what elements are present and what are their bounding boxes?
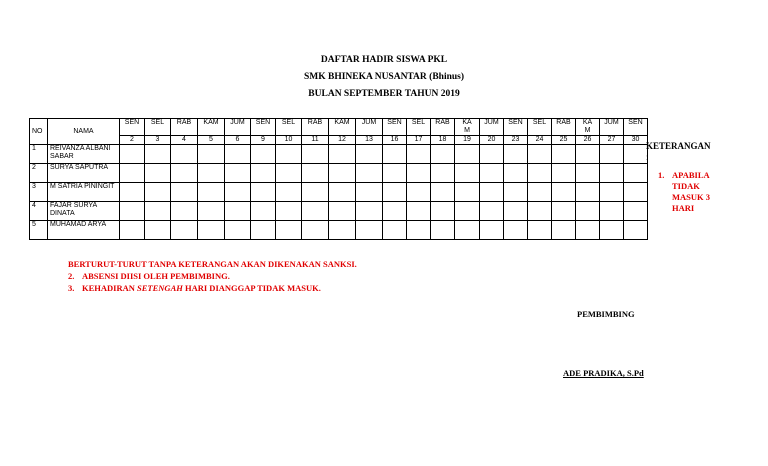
attendance-cell xyxy=(276,183,302,202)
date-header: 19 xyxy=(455,136,480,145)
attendance-cell xyxy=(528,202,552,221)
attendance-cell xyxy=(383,183,407,202)
note-item xyxy=(68,258,357,270)
day-header: RAB xyxy=(171,119,198,136)
column-header-no: NO xyxy=(30,119,48,145)
attendance-cell xyxy=(251,183,276,202)
attendance-cell xyxy=(225,202,251,221)
notes-list xyxy=(68,258,357,294)
attendance-cell xyxy=(120,221,145,240)
attendance-cell xyxy=(225,164,251,183)
attendance-cell xyxy=(171,164,198,183)
attendance-cell xyxy=(600,164,624,183)
attendance-cell xyxy=(407,183,431,202)
attendance-cell xyxy=(552,202,576,221)
day-header: SEL xyxy=(145,119,171,136)
attendance-cell xyxy=(145,202,171,221)
attendance-cell xyxy=(576,164,600,183)
note-text-emphasis: SETENGAH xyxy=(137,283,183,293)
attendance-cell xyxy=(407,202,431,221)
student-number: 2 xyxy=(30,164,48,183)
attendance-cell xyxy=(145,183,171,202)
day-header: SEL xyxy=(407,119,431,136)
day-header: KA M xyxy=(576,119,600,136)
attendance-cell xyxy=(576,221,600,240)
attendance-cell xyxy=(407,145,431,164)
student-name: M SATRIA PININGIT xyxy=(48,183,120,202)
day-header: JUM xyxy=(356,119,383,136)
attendance-cell xyxy=(624,221,648,240)
note-item xyxy=(68,282,357,294)
keterangan-item-number: 1. xyxy=(658,170,665,180)
attendance-cell xyxy=(329,164,356,183)
date-header: 4 xyxy=(171,136,198,145)
attendance-cell xyxy=(251,221,276,240)
attendance-cell xyxy=(329,183,356,202)
attendance-cell xyxy=(276,164,302,183)
attendance-cell xyxy=(225,221,251,240)
attendance-cell xyxy=(225,183,251,202)
day-header: KA M xyxy=(455,119,480,136)
attendance-cell xyxy=(302,164,329,183)
date-header: 2 xyxy=(120,136,145,145)
date-header: 23 xyxy=(504,136,528,145)
attendance-cell xyxy=(455,202,480,221)
day-header: KAM xyxy=(198,119,225,136)
attendance-cell xyxy=(600,202,624,221)
date-header: 17 xyxy=(407,136,431,145)
attendance-cell xyxy=(171,221,198,240)
attendance-cell xyxy=(528,164,552,183)
attendance-cell xyxy=(171,202,198,221)
student-number: 3 xyxy=(30,183,48,202)
date-header: 13 xyxy=(356,136,383,145)
attendance-cell xyxy=(504,164,528,183)
attendance-cell xyxy=(329,145,356,164)
attendance-cell xyxy=(455,183,480,202)
day-header: SEN xyxy=(383,119,407,136)
attendance-cell xyxy=(383,164,407,183)
note-number: 3. xyxy=(68,283,75,293)
attendance-cell xyxy=(329,221,356,240)
attendance-cell xyxy=(552,221,576,240)
attendance-cell xyxy=(407,164,431,183)
attendance-cell xyxy=(576,183,600,202)
attendance-cell xyxy=(302,183,329,202)
student-name: REIVANZA ALBANI SABAR xyxy=(48,145,120,164)
day-header: RAB xyxy=(302,119,329,136)
attendance-cell xyxy=(600,221,624,240)
attendance-cell xyxy=(198,145,225,164)
attendance-cell xyxy=(120,164,145,183)
day-header: SEN xyxy=(120,119,145,136)
attendance-cell xyxy=(120,202,145,221)
attendance-cell xyxy=(480,183,504,202)
day-header: RAB xyxy=(431,119,455,136)
attendance-cell xyxy=(504,221,528,240)
attendance-cell xyxy=(276,145,302,164)
date-header: 26 xyxy=(576,136,600,145)
note-number: 2. xyxy=(68,271,75,281)
attendance-cell xyxy=(356,145,383,164)
attendance-cell xyxy=(480,145,504,164)
date-header: 12 xyxy=(329,136,356,145)
student-name: MUHAMAD ARYA xyxy=(48,221,120,240)
header-row-days xyxy=(30,119,648,136)
attendance-cell xyxy=(329,202,356,221)
student-name: SURYA SAPUTRA xyxy=(48,164,120,183)
date-header: 6 xyxy=(225,136,251,145)
attendance-cell xyxy=(552,183,576,202)
attendance-cell xyxy=(171,183,198,202)
attendance-cell xyxy=(356,164,383,183)
attendance-cell xyxy=(455,145,480,164)
table-row xyxy=(30,183,648,202)
day-header: SEN xyxy=(251,119,276,136)
attendance-cell xyxy=(528,183,552,202)
header-row-dates xyxy=(30,136,648,145)
attendance-cell xyxy=(431,164,455,183)
attendance-cell xyxy=(276,221,302,240)
table-row xyxy=(30,145,648,164)
date-header: 11 xyxy=(302,136,329,145)
date-header: 3 xyxy=(145,136,171,145)
student-number: 4 xyxy=(30,202,48,221)
attendance-cell xyxy=(480,221,504,240)
attendance-cell xyxy=(276,202,302,221)
date-header: 9 xyxy=(251,136,276,145)
day-header: JUM xyxy=(480,119,504,136)
attendance-cell xyxy=(145,221,171,240)
attendance-cell xyxy=(198,183,225,202)
attendance-cell xyxy=(480,202,504,221)
attendance-cell xyxy=(120,145,145,164)
table-row xyxy=(30,202,648,221)
attendance-cell xyxy=(552,164,576,183)
attendance-cell xyxy=(552,145,576,164)
attendance-cell xyxy=(624,183,648,202)
note-text: ABSENSI DIISI OLEH PEMBIMBING. xyxy=(82,271,230,281)
attendance-cell xyxy=(431,202,455,221)
attendance-cell xyxy=(624,145,648,164)
date-header: 25 xyxy=(552,136,576,145)
signature-role: PEMBIMBING xyxy=(577,309,635,319)
attendance-cell xyxy=(480,164,504,183)
attendance-cell xyxy=(198,164,225,183)
attendance-cell xyxy=(431,183,455,202)
date-header: 16 xyxy=(383,136,407,145)
day-header: SEN xyxy=(624,119,648,136)
attendance-cell xyxy=(600,145,624,164)
attendance-cell xyxy=(407,221,431,240)
attendance-cell xyxy=(302,221,329,240)
attendance-cell xyxy=(251,202,276,221)
attendance-cell xyxy=(251,164,276,183)
attendance-cell xyxy=(383,221,407,240)
keterangan-colon: : xyxy=(646,153,649,162)
attendance-cell xyxy=(383,202,407,221)
day-header: SEN xyxy=(504,119,528,136)
attendance-cell xyxy=(251,145,276,164)
attendance-cell xyxy=(356,202,383,221)
table-row xyxy=(30,164,648,183)
attendance-cell xyxy=(600,183,624,202)
note-text: BERTURUT-TURUT TANPA KETERANGAN AKAN DIKENAKAN SANKSI. xyxy=(68,259,357,269)
note-item xyxy=(68,270,357,282)
day-header: SEL xyxy=(276,119,302,136)
date-header: 10 xyxy=(276,136,302,145)
attendance-cell xyxy=(431,221,455,240)
attendance-cell xyxy=(171,145,198,164)
attendance-cell xyxy=(356,183,383,202)
day-header: KAM xyxy=(329,119,356,136)
attendance-cell xyxy=(504,202,528,221)
attendance-cell xyxy=(576,202,600,221)
attendance-cell xyxy=(198,221,225,240)
date-header: 18 xyxy=(431,136,455,145)
attendance-cell xyxy=(383,145,407,164)
day-header: JUM xyxy=(225,119,251,136)
attendance-cell xyxy=(225,145,251,164)
attendance-cell xyxy=(198,202,225,221)
date-header: 30 xyxy=(624,136,648,145)
keterangan-title: KETERANGAN xyxy=(646,141,711,151)
attendance-cell xyxy=(624,202,648,221)
signature-name: ADE PRADIKA, S.Pd xyxy=(563,368,644,378)
column-header-name: NAMA xyxy=(48,119,120,145)
attendance-cell xyxy=(455,164,480,183)
attendance-cell xyxy=(504,145,528,164)
attendance-cell xyxy=(624,164,648,183)
keterangan-item-text: APABILA TIDAK MASUK 3 HARI xyxy=(672,170,711,213)
attendance-cell xyxy=(576,145,600,164)
attendance-cell xyxy=(528,221,552,240)
date-header: 20 xyxy=(480,136,504,145)
date-header: 5 xyxy=(198,136,225,145)
period-label: BULAN SEPTEMBER TAHUN 2019 xyxy=(308,89,460,99)
attendance-cell xyxy=(455,221,480,240)
table-row xyxy=(30,221,648,240)
student-name: FAJAR SURYA DINATA xyxy=(48,202,120,221)
student-number: 1 xyxy=(30,145,48,164)
day-header: SEL xyxy=(528,119,552,136)
attendance-cell xyxy=(504,183,528,202)
student-number: 5 xyxy=(30,221,48,240)
attendance-cell xyxy=(302,145,329,164)
attendance-cell xyxy=(120,183,145,202)
attendance-cell xyxy=(431,145,455,164)
attendance-cell xyxy=(356,221,383,240)
note-text-pre: KEHADIRAN xyxy=(82,283,138,293)
attendance-cell xyxy=(302,202,329,221)
day-header: JUM xyxy=(600,119,624,136)
school-name: SMK BHINEKA NUSANTAR (Bhinus) xyxy=(303,72,465,82)
note-text-post: HARI DIANGGAP TIDAK MASUK. xyxy=(182,283,321,293)
attendance-cell xyxy=(528,145,552,164)
attendance-table xyxy=(29,118,648,240)
date-header: 27 xyxy=(600,136,624,145)
attendance-cell xyxy=(145,145,171,164)
document-title: DAFTAR HADIR SISWA PKL xyxy=(320,55,448,65)
day-header: RAB xyxy=(552,119,576,136)
date-header: 24 xyxy=(528,136,552,145)
attendance-cell xyxy=(145,164,171,183)
